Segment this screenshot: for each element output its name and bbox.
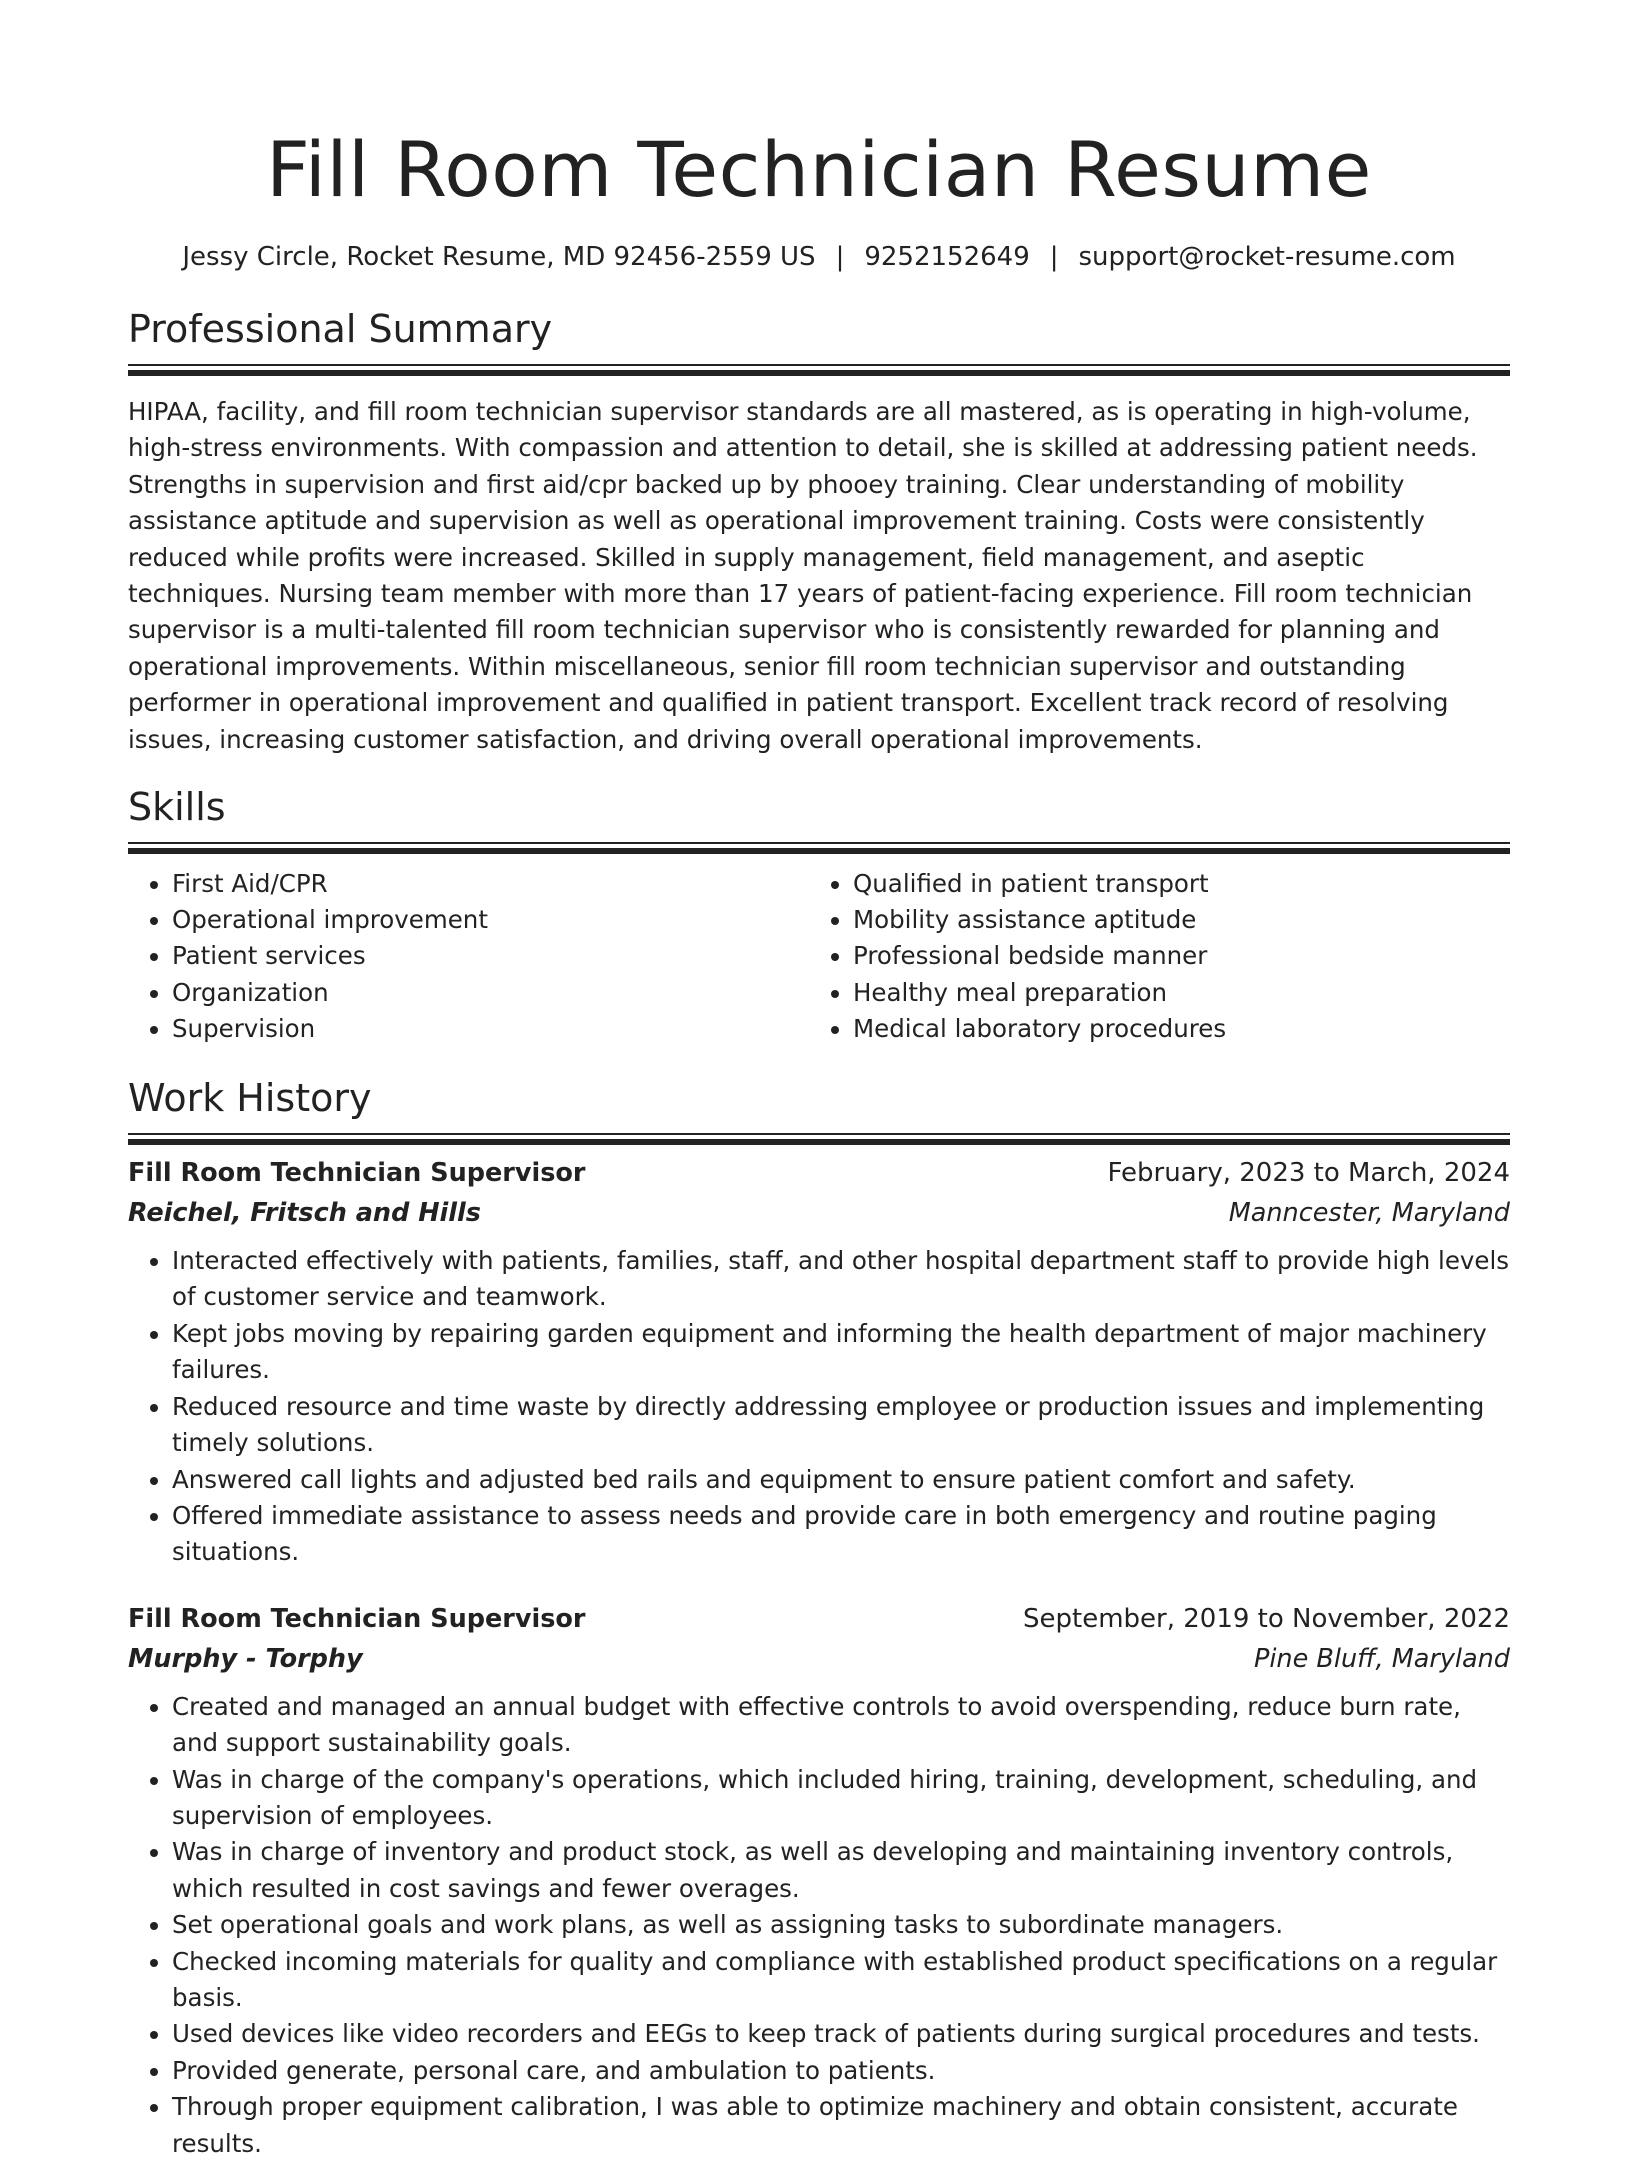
job-bullet: • Was in charge of the company's operations, which included hiring, training, development, scheduling, and supervision of employees. [172, 1762, 1510, 1835]
job-bullet: • Created and managed an annual budget with effective controls to avoid overspending, reduce burn rate, and support sustainability goals. [172, 1689, 1510, 1762]
section-divider [128, 364, 1510, 366]
job-entry [128, 1153, 1510, 1571]
job-bullet: • Set operational goals and work plans, as well as assigning tasks to subordinate managers. [172, 1907, 1510, 1943]
job-bullet: • Provided generate, personal care, and ambulation to patients. [172, 2053, 1510, 2089]
skills-section [128, 784, 1510, 1047]
job-subheader [128, 1639, 1510, 1679]
job-bullet: • Answered call lights and adjusted bed rails and equipment to ensure patient comfort and safety. [172, 1462, 1510, 1498]
summary-section [128, 306, 1510, 758]
skill-item: • Professional bedside manner [853, 938, 1490, 974]
summary-heading: Professional Summary [128, 307, 553, 351]
job-dates: February, 2023 to March, 2024 [1107, 1158, 1510, 1189]
contact-phone: 9252152649 [864, 242, 1030, 272]
contact-email: support@rocket-resume.com [1078, 242, 1456, 272]
job-bullet: • Offered immediate assistance to assess needs and provide care in both emergency and routine paging situations. [172, 1498, 1510, 1571]
job-entry [128, 1599, 1510, 2162]
section-divider [128, 842, 1510, 844]
contact-line [128, 240, 1510, 274]
skills-list-right [809, 866, 1490, 1047]
skill-item: • Qualified in patient transport [853, 866, 1490, 902]
job-bullet: • Kept jobs moving by repairing garden equipment and informing the health department of major machinery failures. [172, 1316, 1510, 1389]
job-bullet: • Interacted effectively with patients, families, staff, and other hospital department staff to provide high levels of customer service and teamwork. [172, 1243, 1510, 1316]
job-title: Fill Room Technician Supervisor [128, 1603, 586, 1634]
skill-item: • Medical laboratory procedures [853, 1011, 1490, 1047]
section-divider [128, 1133, 1510, 1135]
job-header [128, 1599, 1510, 1639]
skill-item: • Organization [172, 975, 809, 1011]
skill-item: • Patient services [172, 938, 809, 974]
contact-address: Jessy Circle, Rocket Resume, MD 92456-2559 US [182, 242, 816, 272]
skill-item: • Healthy meal preparation [853, 975, 1490, 1011]
skill-item: • First Aid/CPR [172, 866, 809, 902]
contact-separator: | [835, 242, 845, 272]
job-dates: September, 2019 to November, 2022 [1023, 1603, 1510, 1634]
job-bullets [128, 1243, 1510, 1571]
skill-item: • Supervision [172, 1011, 809, 1047]
job-bullets [128, 1689, 1510, 2162]
summary-text: HIPAA, facility, and fill room technician supervisor standards are all mastered, as is operating in high-volume, high-stress environments. With compassion and attention to detail, she is skilled at addressing patient needs. Strengths in supervision and first aid/cpr backed up by phooey training. Clear understanding of mobility assistance aptitude and supervision as well as operational improvement training. Costs were consistently reduced while profits were increased. Skilled in supply management, field management, and aseptic techniques. Nursing team member with more than 17 years of patient-facing experience. Fill room technician supervisor is a multi-talented fill room technician supervisor who is consistently rewarded for planning and operational improvements. Within miscellaneous, senior fill room technician supervisor and outstanding performer in operational improvement and qualified in patient transport. Excellent track record of resolving issues, increasing customer satisfaction, and driving overall operational improvements. [128, 397, 1478, 754]
skill-item: • Operational improvement [172, 902, 809, 938]
work-section [128, 1075, 1510, 2162]
job-bullet: • Through proper equipment calibration, I was able to optimize machinery and obtain consistent, accurate results. [172, 2089, 1510, 2162]
job-header [128, 1153, 1510, 1193]
job-title: Fill Room Technician Supervisor [128, 1158, 586, 1189]
job-subheader [128, 1193, 1510, 1233]
job-bullet: • Was in charge of inventory and product stock, as well as developing and maintaining inventory controls, which resulted in cost savings and fewer overages. [172, 1834, 1510, 1907]
job-bullet: • Checked incoming materials for quality and compliance with established product specifications on a regular basis. [172, 1944, 1510, 2017]
job-bullet: • Used devices like video recorders and EEGs to keep track of patients during surgical procedures and tests. [172, 2016, 1510, 2052]
job-location: Manncester, Maryland [1228, 1198, 1510, 1229]
resume-title: Fill Room Technician Resume [266, 125, 1372, 214]
job-company: Murphy - Torphy [128, 1643, 363, 1674]
resume-page [128, 0, 1510, 2162]
job-bullet: • Reduced resource and time waste by directly addressing employee or production issues and implementing timely solutions. [172, 1389, 1510, 1462]
work-heading: Work History [128, 1076, 372, 1121]
skill-item: • Mobility assistance aptitude [853, 902, 1490, 938]
skills-heading: Skills [128, 785, 226, 830]
job-location: Pine Bluff, Maryland [1253, 1643, 1510, 1674]
job-company: Reichel, Fritsch and Hills [128, 1198, 481, 1229]
skills-list-left [128, 866, 809, 1047]
contact-separator: | [1049, 242, 1059, 272]
skills-columns [128, 866, 1510, 1047]
